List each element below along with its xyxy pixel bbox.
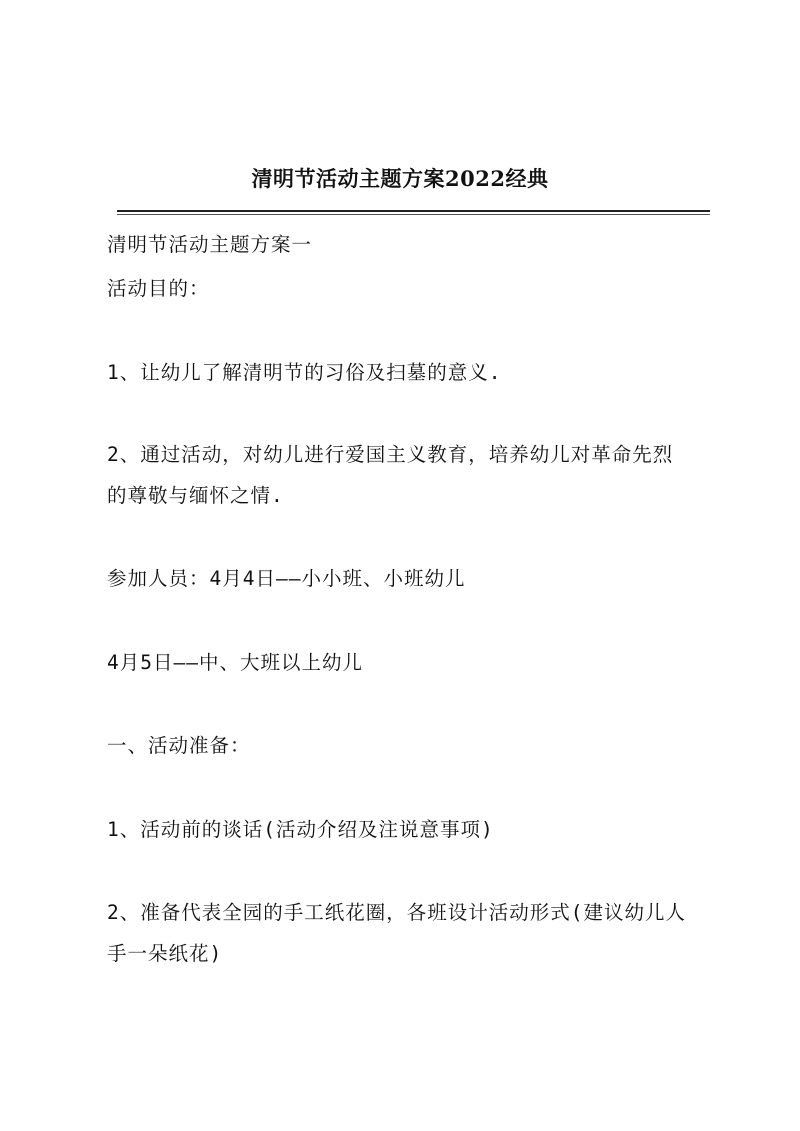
paragraph-line: 2、准备代表全园的手工纸花圈，各班设计活动形式(建议幼儿人 (107, 901, 686, 924)
paragraph-line: 活动目的： (107, 277, 210, 300)
paragraph-line: 参加人员：4月4日——小小班、小班幼儿 (107, 567, 466, 590)
title-divider (117, 210, 710, 212)
paragraph-line: 1、让幼儿了解清明节的习俗及扫墓的意义. (107, 361, 502, 384)
paragraph-line: 1、活动前的谈话(活动介绍及注说意事项) (107, 818, 494, 841)
paragraph-line: 手一朵纸花) (107, 942, 223, 965)
paragraph-line: 的尊敬与缅怀之情. (107, 484, 284, 507)
paragraph-line: 一、活动准备： (107, 734, 251, 757)
page-title: 清明节活动主题方案2022经典 (251, 166, 549, 191)
section-heading: 清明节活动主题方案一 (107, 233, 313, 256)
paragraph-line: 4月5日——中、大班以上幼儿 (107, 651, 363, 674)
paragraph-line: 2、通过活动，对幼儿进行爱国主义教育，培养幼儿对革命先烈 (107, 443, 674, 466)
